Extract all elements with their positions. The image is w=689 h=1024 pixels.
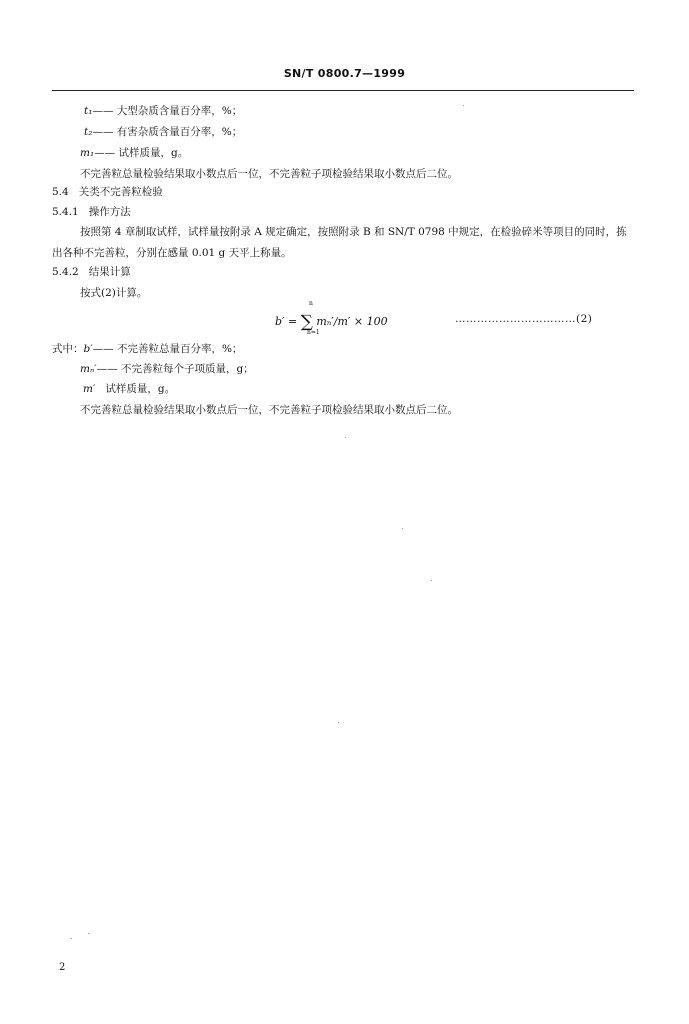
where-label: 式中：: [52, 343, 84, 355]
section-title: 关类不完善粒检验: [78, 186, 163, 198]
equation-number: ……………………………(2): [455, 313, 593, 325]
definition-text: 试样质量，g。: [95, 383, 176, 395]
definition-text: —— 有害杂质含量百分率，%；: [92, 126, 243, 138]
section-number: 5.4.1: [52, 206, 79, 218]
operation-paragraph: 按照第 4 章制取试样，试样量按附录 A 规定确定，按照附录 B 和 SN/T 0798 中规定，在检验碎米等项目的同时，拣出各种不完善粒，分别在感量 0.01 g 天平上称量。: [52, 226, 627, 259]
definition-text: —— 不完善粒总量百分率，%；: [92, 343, 243, 355]
summation-sign: ∑: [300, 312, 313, 332]
scan-speck: [338, 722, 339, 723]
section-number: 5.4: [52, 186, 69, 198]
header-rule: [52, 90, 634, 91]
definition-m1: [80, 145, 188, 160]
definition-t1: [84, 103, 242, 118]
definition-symbol: t₁: [84, 105, 93, 117]
summation-upper-limit: n: [309, 300, 313, 307]
definition-symbol: m′: [83, 383, 96, 395]
rounding-note-2: 不完善粒总量检验结果取小数点后一位，不完善粒子项检验结果取小数点后二位。: [80, 404, 458, 416]
page-number: 2: [59, 962, 66, 973]
definition-mn: [80, 361, 254, 376]
calculation-intro: 按式(2)计算。: [80, 287, 148, 299]
section-5-4-1-heading: [52, 204, 131, 219]
definition-symbol: m₁: [80, 147, 95, 159]
definition-symbol: mₙ′: [80, 363, 97, 375]
summation-lower-limit: n=1: [307, 329, 320, 336]
definition-text: —— 试样质量，g。: [94, 147, 189, 159]
formula-lhs: b′ =: [275, 315, 298, 328]
definition-symbol: t₂: [84, 126, 93, 138]
section-title: 操作方法: [88, 206, 131, 218]
scan-speck: [71, 938, 72, 939]
section-5-4-heading: [52, 184, 163, 199]
scan-speck: [88, 933, 89, 934]
scan-speck: [463, 105, 464, 106]
scan-speck: [431, 580, 432, 581]
definition-text: —— 不完善粒每个子项质量，g；: [96, 363, 254, 375]
definition-symbol: b′: [83, 343, 93, 355]
definition-t2: [84, 124, 242, 139]
section-5-4-2-heading: [52, 264, 131, 279]
standard-number-header: SN/T 0800.7—1999: [283, 67, 406, 80]
definition-text: —— 大型杂质含量百分率，%；: [92, 105, 243, 117]
formula-body: mₙ′/m′ × 100: [316, 315, 388, 328]
section-number: 5.4.2: [52, 266, 79, 278]
scan-speck: [402, 528, 403, 529]
formula-2: [275, 300, 388, 336]
definition-b: [52, 341, 242, 356]
definition-m-prime: [83, 381, 175, 396]
rounding-note-1: 不完善粒总量检验结果取小数点后一位，不完善粒子项检验结果取小数点后二位。: [80, 168, 458, 180]
scan-speck: [345, 437, 346, 438]
section-title: 结果计算: [88, 266, 131, 278]
